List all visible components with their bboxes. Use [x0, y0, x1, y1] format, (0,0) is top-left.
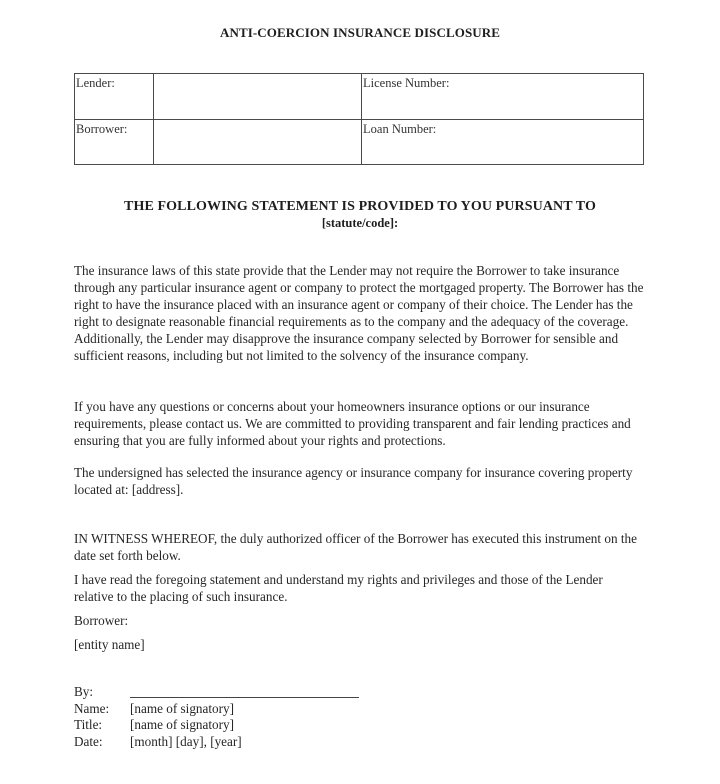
name-label: Name: — [74, 700, 110, 716]
loan-number-label: Loan Number: — [363, 121, 437, 136]
paragraph-property-address: The undersigned has selected the insurance agency or insurance company for insurance covering property located at: [address]. — [74, 465, 633, 497]
document-title: ANTI-COERCION INSURANCE DISCLOSURE — [219, 25, 501, 40]
license-number-label: License Number: — [363, 76, 450, 90]
sig-row-by — [74, 684, 242, 701]
name-value: [name of signatory] — [130, 700, 234, 716]
paragraph-insurance-laws: The insurance laws of this state provide that the Lender may not require the Borrower to take insurance through any particular insurance agent or company to protect the mortgaged property. The Borrower has the right to have the insurance placed with an insurance agent or company of their choice. The Lender has the right to designate reasonable financial requirements as to the company and the adequacy of the coverage. Additionally, the Lender may disapprove the insurance company selected by Borrower for sensible and sufficient reasons, including but not limited to the solvency of the insurance company. — [74, 263, 644, 363]
paragraph-in-witness: IN WITNESS WHEREOF, the duly authorized officer of the Borrower has executed this instrument on the date set forth below. — [74, 531, 637, 563]
date-label: Date: — [74, 733, 103, 749]
table-row-borrower — [75, 119, 644, 165]
title-value: [name of signatory] — [130, 717, 234, 732]
statement-heading — [0, 198, 720, 231]
by-label: By: — [74, 684, 94, 699]
signature-line[interactable] — [130, 697, 359, 698]
title-label: Title: — [74, 717, 103, 732]
sig-row-name — [74, 701, 242, 718]
sig-row-date — [74, 734, 242, 751]
signature-block — [74, 684, 242, 750]
loan-number-field[interactable] — [362, 119, 644, 165]
statement-heading-line1: THE FOLLOWING STATEMENT IS PROVIDED TO YOU PURSUANT TO — [124, 199, 596, 214]
lender-label: Lender: — [75, 74, 154, 120]
borrower-field[interactable] — [153, 119, 361, 165]
paragraph-acknowledgement: I have read the foregoing statement and understand my rights and privileges and those of the Lender relative to the placing of such insurance. — [74, 572, 603, 604]
license-number-field[interactable] — [362, 74, 644, 120]
sig-row-title — [74, 717, 242, 734]
paragraph-contact: If you have any questions or concerns about your homeowners insurance options or our insurance requirements, please contact us. We are committed to providing transparent and fair lending practices and ensuring that you are fully informed about your rights and protections. — [74, 399, 631, 448]
borrower-label: Borrower: — [75, 119, 154, 165]
borrower-heading: Borrower: — [74, 613, 129, 628]
entity-name-placeholder: [entity name] — [74, 637, 145, 652]
statute-code-placeholder: [statute/code]: — [321, 216, 399, 230]
lender-field[interactable] — [153, 74, 361, 120]
parties-info-table — [74, 73, 644, 165]
table-row-lender — [75, 74, 644, 120]
date-value: [month] [day], [year] — [130, 733, 242, 749]
